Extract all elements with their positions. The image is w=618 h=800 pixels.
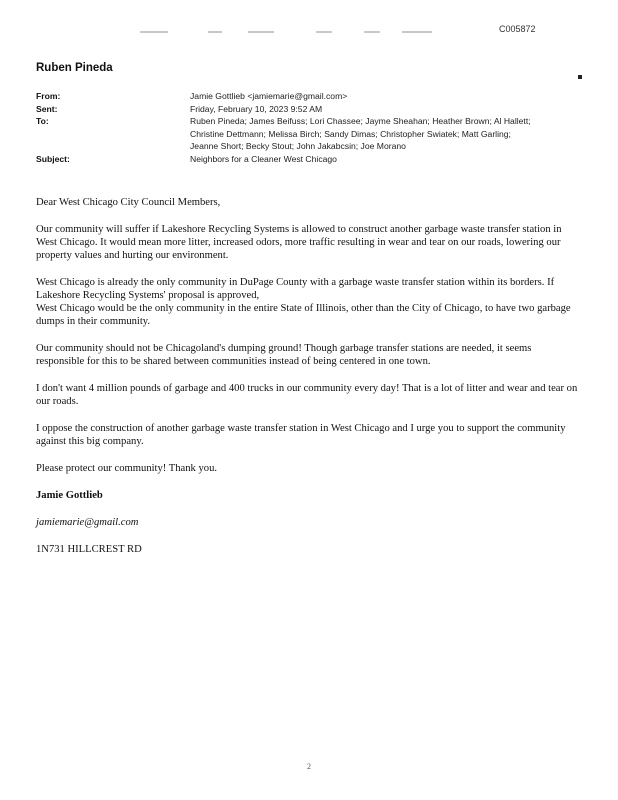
paragraph-4: I don't want 4 million pounds of garbage and 400 trucks in our community every day! That is a lot of litter and wear and tear on our roads.: [36, 383, 578, 407]
salutation: Dear West Chicago City Council Members,: [36, 197, 221, 208]
signature-name: Jamie Gottlieb: [36, 490, 103, 501]
sent-row: [36, 103, 596, 116]
from-row: [36, 90, 596, 103]
from-value: Jamie Gottlieb <jamiemarie@gmail.com>: [190, 91, 348, 101]
to-value-line: Ruben Pineda; James Beifuss; Lori Chassee; Jayme Sheahan; Heather Brown; Al Hallett;: [190, 116, 531, 126]
paragraph-2a: West Chicago is already the only community in DuPage County with a garbage waste transfer station within its borders. If Lakeshore Recycling Systems' proposal is approved,: [36, 277, 555, 301]
sent-label: Sent:: [36, 103, 58, 114]
paragraph-1: Our community will suffer if Lakeshore Recycling Systems is allowed to construct another garbage waste transfer station in West Chicago. It would mean more litter, increased odors, more traffic resulting in wear and tear on our roads, lowering our property values and hurting our environment.: [36, 224, 562, 261]
paragraph-6: Please protect our community! Thank you.: [36, 463, 218, 474]
paragraph-3: Our community should not be Chicagoland's dumping ground! Though garbage transfer stations are needed, it seems responsible for this to be shared between communities instead of being centered in one town.: [36, 343, 532, 367]
email-body: [36, 196, 578, 570]
paragraph-2b: West Chicago would be the only community in the entire State of Illinois, other than the City of Chicago, to have two garbage dumps in their community.: [36, 303, 571, 327]
faint-header-line: [140, 31, 440, 35]
subject-row: [36, 153, 596, 166]
to-label: To:: [36, 116, 49, 126]
page-number: 2: [307, 762, 311, 771]
document-id: C005872: [499, 24, 536, 34]
from-label: From:: [36, 91, 61, 101]
subject-value: Neighbors for a Cleaner West Chicago: [190, 153, 337, 164]
to-value: [190, 115, 596, 153]
to-row: [36, 115, 596, 153]
sender-name: Ruben Pineda: [36, 62, 113, 74]
paragraph-2: [36, 276, 578, 328]
to-value-line: Christine Dettmann; Melissa Birch; Sandy Dimas; Christopher Swiatek; Matt Garling;: [190, 128, 511, 139]
corner-mark: [578, 75, 582, 79]
to-value-line: Jeanne Short; Becky Stout; John Jakabcsin; Joe Morano: [190, 141, 406, 151]
signature-address: 1N731 HILLCREST RD: [36, 544, 142, 555]
sent-value: Friday, February 10, 2023 9:52 AM: [190, 103, 323, 114]
paragraph-5: I oppose the construction of another garbage waste transfer station in West Chicago and I urge you to support the community against this big company.: [36, 423, 566, 447]
email-headers: [36, 90, 596, 165]
signature-email: jamiemarie@gmail.com: [36, 517, 139, 528]
subject-label: Subject:: [36, 153, 70, 164]
